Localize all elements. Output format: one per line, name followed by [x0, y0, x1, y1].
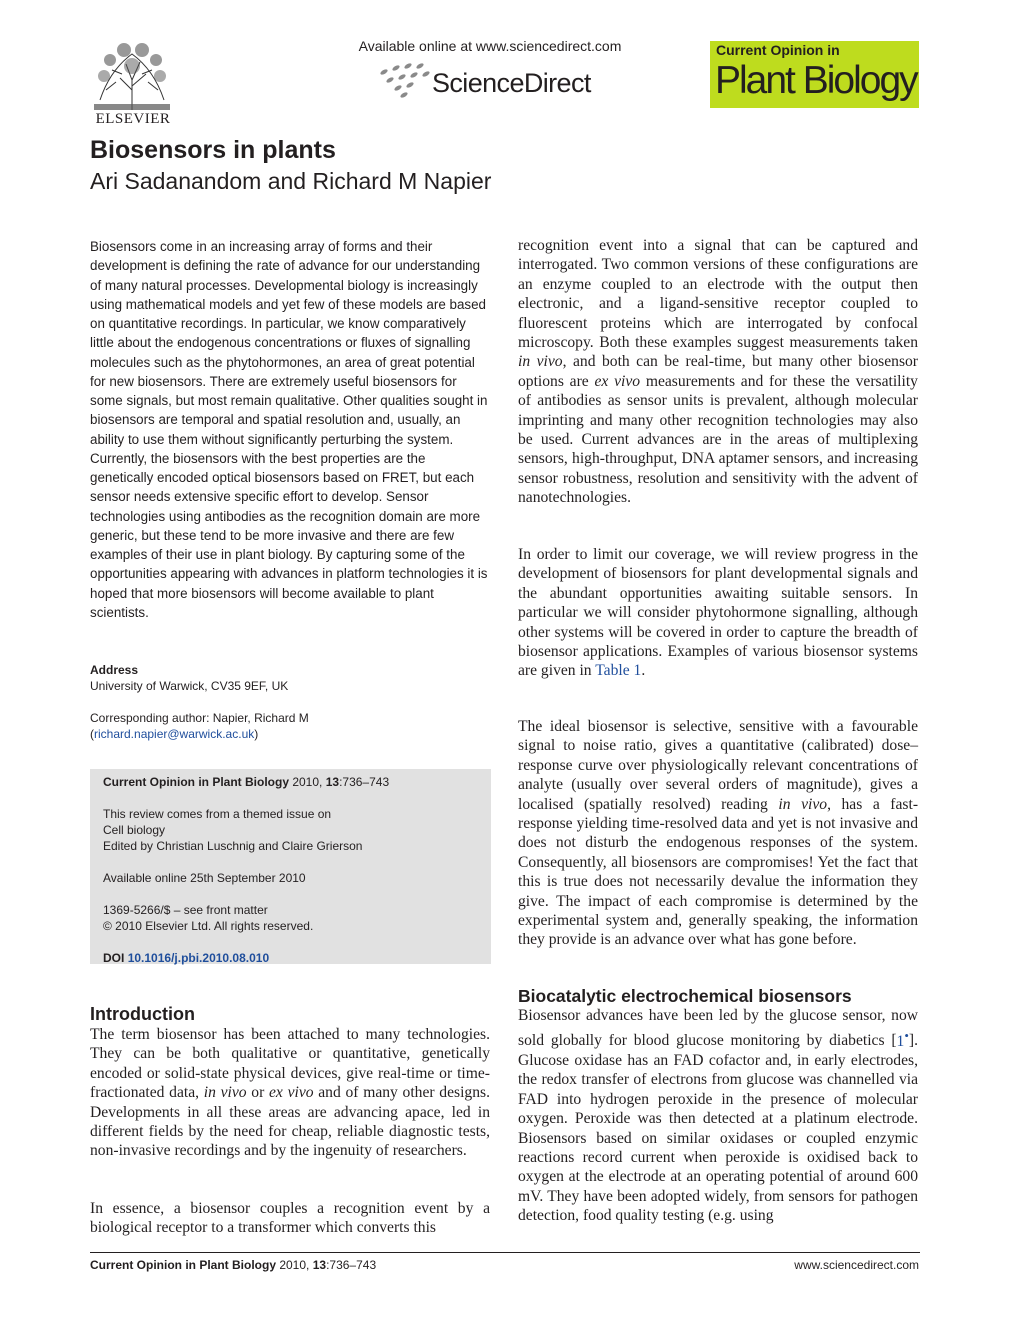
- right-paragraph-4: Biosensor advances have been led by the glucose sensor, now sold globally for blood glucose monitoring by diabetics [1•]. Glucose oxidase has an FAD cofactor and, in early electrodes, the redox transfer of electrons from glucose was channelled via FAD into hydrogen peroxide in the presence of molecular oxygen. Peroxide was then detected at a platinum electrode. Biosensors based on similar oxidases or coupled enzymic reactions record current when peroxide is oxidised back to oxygen at the electrode at an operating potential of around 600 mV. They have been adopted widely, from sensors for pathogen detection, food quality testing (e.g. using: [518, 1007, 918, 1225]
- author-email-link[interactable]: richard.napier@warwick.ac.uk: [94, 727, 255, 741]
- corresponding-author: Corresponding author: Napier, Richard M: [90, 711, 309, 725]
- table-1-link[interactable]: Table 1: [595, 662, 642, 680]
- article-title: Biosensors in plants: [90, 136, 336, 164]
- copyright-line: © 2010 Elsevier Ltd. All rights reserved.: [103, 919, 314, 933]
- sciencedirect-icon: [374, 60, 434, 100]
- journal-logo-line1: Current Opinion in: [716, 42, 840, 58]
- edited-by: Edited by Christian Luschnig and Claire Grierson: [103, 839, 363, 853]
- right-paragraph-1: recognition event into a signal that can be captured and interrogated. Two common versions of these configurations are an enzyme coupled to an electrode with the output then electronic, and a ligand-sensitive receptor coupled to fluorescent proteins which are interrogated by confocal microscopy. Both these examples suggest measurements taken in vivo, and both can be real-time, but many other biosensor options are ex vivo measurements and for these the versatility of antibodies as sensor units is prevalent, although molecular imprinting and many other recognition technologies may also be used. Current advances are in the areas of multiplexing sensors, high-throughput, DNA aptamer sensors, and increasing sensor robustness, resolution and sensitivity with the advent of nanotechnologies.: [518, 237, 919, 507]
- reference-1-link[interactable]: 1•: [896, 1027, 909, 1050]
- footer-citation: Current Opinion in Plant Biology 2010, 13:736–743: [90, 1258, 377, 1272]
- journal-logo-line2: Plant Biology: [715, 59, 917, 102]
- doi-link[interactable]: 10.1016/j.pbi.2010.08.010: [127, 951, 270, 965]
- intro-paragraph-1: The term biosensor has been attached to many technologies. They can be both qualitative or quantitative, genetically encoded or solid-state physical devices, give real-time or time-fractionated data, in vivo or ex vivo and of many other designs. Developments in all these areas are advancing apace, led in different fields by the need for cheap, reliable diagnostic tests, non-invasive recordings and by the ingenuity of researchers.: [90, 1026, 490, 1160]
- address-label: Address: [90, 663, 139, 677]
- doi-label: DOI: [103, 951, 125, 965]
- citation-line: Current Opinion in Plant Biology 2010, 13:736–743: [103, 775, 390, 789]
- footer-divider: [90, 1252, 920, 1253]
- right-paragraph-3: The ideal biosensor is selective, sensitive with a favourable signal to noise ratio, gives a quantitative (calibrated) dose–response curve over physiologically relevant concentrations of analyte (usually over several orders of magnitude), gives a localised (spatially resolved) reading in vivo, has a fast-response yielding time-resolved data and yet is not invasive and does not disturb the endogenous responses of the system. Consequently, all biosensors are compromises! Yet the fact that this is true does not necessarily devalue the information they give. The impact of each compromise is determined by the experimental system and, generally speaking, the information they provide is an advance over what has gone before.: [518, 718, 919, 949]
- footer-url[interactable]: www.sciencedirect.com: [794, 1258, 919, 1272]
- sciencedirect-wordmark: ScienceDirect: [432, 68, 591, 98]
- available-online-text[interactable]: Available online at www.sciencedirect.com: [358, 38, 622, 54]
- intro-paragraph-2: In essence, a biosensor couples a recognition event by a biological receptor to a transformer which converts this: [90, 1200, 490, 1237]
- issn-line: 1369-5266/$ – see front matter: [103, 903, 268, 917]
- journal-logo: [710, 41, 919, 108]
- right-paragraph-2: In order to limit our coverage, we will review progress in the development of biosensors for plant developmental signals and the abundant opportunities awaiting suitable sensors. In particular we will consider phytohormone signalling, although other systems will be covered in order to capture the breadth of biosensor applications. Examples of various biosensor systems are given in Table 1.: [518, 546, 918, 680]
- article-info-box: [90, 769, 491, 964]
- address-block: [90, 662, 490, 742]
- available-online-date: Available online 25th September 2010: [103, 871, 306, 885]
- themed-issue-topic: Cell biology: [103, 823, 166, 837]
- doi-line: [103, 950, 478, 966]
- citation-journal: Current Opinion in Plant Biology: [103, 775, 289, 789]
- citation-volume: 13: [325, 775, 340, 789]
- article-authors: Ari Sadanandom and Richard M Napier: [90, 168, 492, 194]
- section-heading-introduction: Introduction: [90, 1004, 195, 1024]
- section-heading-biocatalytic: Biocatalytic electrochemical biosensors: [518, 986, 852, 1006]
- themed-issue-text: This review comes from a themed issue on: [103, 807, 332, 821]
- publisher-name: ELSEVIER: [95, 111, 171, 127]
- email-line: (richard.napier@warwick.ac.uk): [90, 727, 259, 741]
- abstract: Biosensors come in an increasing array of forms and their development is defining the rate of advance for our understanding of many natural processes. Developmental biology is increasingly using mathematical models and yet few of these models are based on quantitative recordings. In particular, we know comparatively little about the endogenous concentrations or fluxes of signalling molecules such as the phytohormones, an area of great potential for new biosensors. There are extremely useful biosensors for some signals, but most remain qualitative. Other qualities sought in biosensors are temporal and spatial resolution and, usually, an ability to use them without significantly perturbing the system. Currently, the biosensors with the best properties are the genetically encoded optical biosensors based on FRET, but each sensor needs extensive specific effort to develop. Sensor technologies using antibodies as the recognition domain are more generic, but these tend to be more invasive and there are few examples of their use in plant biology. By capturing some of the opportunities appearing with advances in platform technologies it is hoped that more biosensors will become available to plant scientists.: [90, 239, 488, 620]
- address-value: University of Warwick, CV35 9EF, UK: [90, 679, 289, 693]
